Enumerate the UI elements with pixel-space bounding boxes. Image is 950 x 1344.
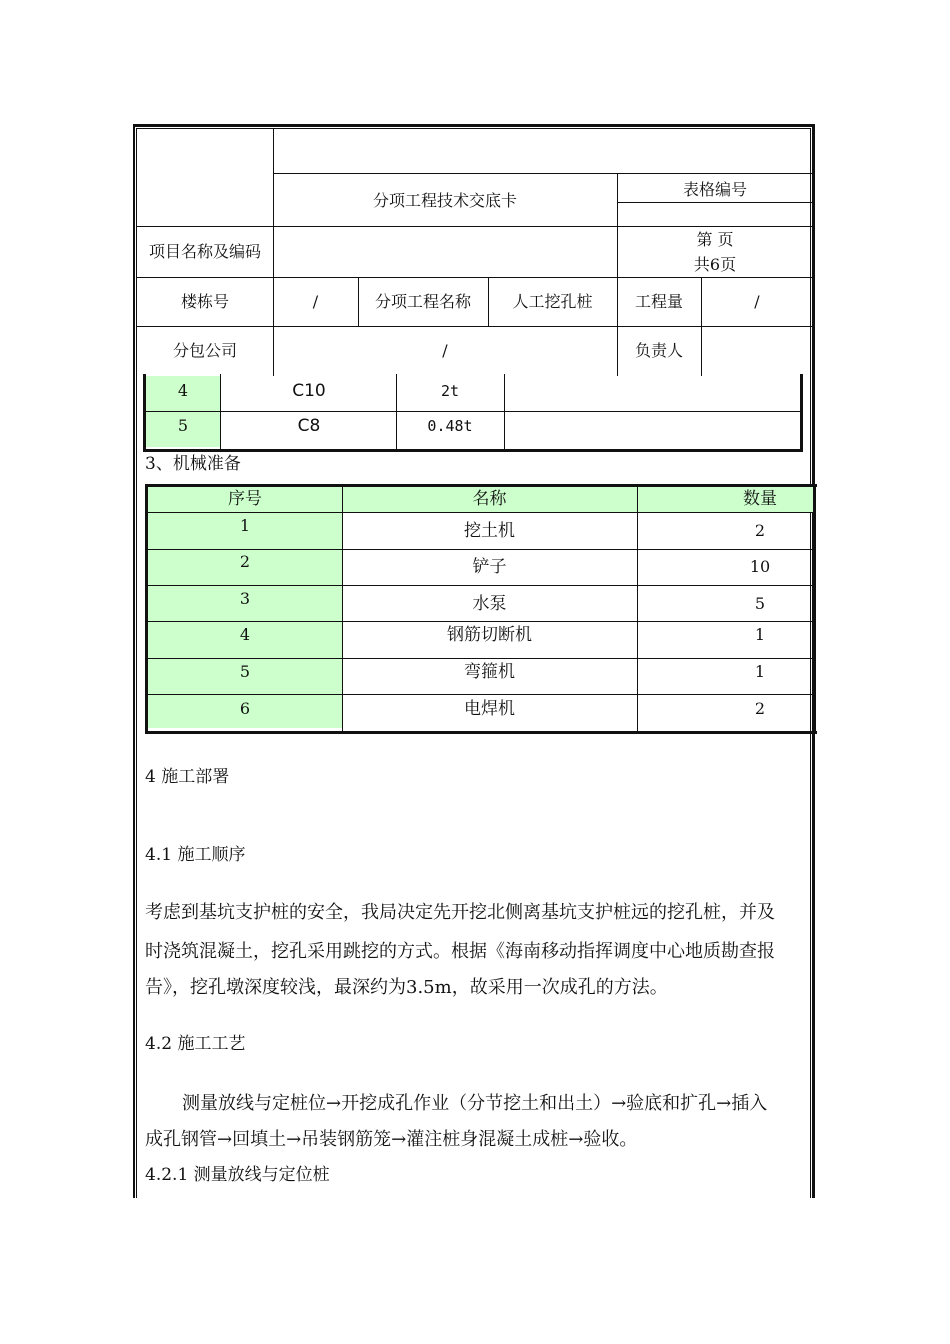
section42-title: 4.2 施工工艺 [145, 1034, 246, 1054]
material-row-qty: 2t [440, 382, 460, 400]
table-row-qty: 1 [754, 625, 766, 644]
materials-table [143, 374, 803, 452]
column-header-no: 序号 [228, 489, 262, 509]
table-row-name: 水泵 [472, 594, 507, 614]
table-row-qty: 2 [754, 699, 766, 718]
responsible-label: 负责人 [634, 341, 683, 360]
material-row-qty: 0.48t [427, 417, 473, 435]
table-row-no: 1 [239, 516, 251, 535]
table-row-qty: 5 [754, 594, 766, 613]
paragraph-line: 告》，挖孔墩深度较浅，最深约为3.5m，故采用一次成孔的方法。 [145, 977, 668, 998]
paragraph-line: 成孔钢管→回填土→吊装钢筋笼→灌注桩身混凝土成桩→验收。 [145, 1129, 638, 1150]
subitem-label: 分项工程名称 [374, 292, 471, 311]
table-row-no: 4 [239, 625, 251, 644]
project-label: 项目名称及编码 [148, 242, 261, 261]
column-header-name: 名称 [472, 489, 507, 509]
table-row-name: 铲子 [472, 557, 507, 577]
material-row-no: 4 [177, 381, 189, 400]
material-row-no: 5 [177, 416, 189, 435]
table-row-name: 弯箍机 [464, 662, 515, 682]
table-row-no: 2 [239, 552, 251, 571]
building-value: / [312, 292, 319, 311]
table-row-no: 3 [239, 589, 251, 608]
form-number-label: 表格编号 [682, 180, 747, 199]
table-row-qty: 2 [754, 521, 766, 540]
subcontractor-label: 分包公司 [172, 341, 237, 360]
section421-title: 4.2.1 测量放线与定位桩 [145, 1165, 330, 1185]
subitem-value: 人工挖孔桩 [512, 292, 593, 311]
table-row-name: 电焊机 [464, 699, 515, 719]
machinery-table [145, 484, 817, 734]
table-row-qty: 10 [749, 557, 771, 576]
material-row-name: C10 [292, 381, 326, 401]
material-row-name: C8 [297, 416, 321, 436]
table-row-name: 钢筋切断机 [447, 625, 532, 645]
section41-title: 4.1 施工顺序 [145, 845, 246, 865]
paragraph-line: 测量放线与定桩位→开挖成孔作业（分节挖土和出土）→验底和扩孔→插入 [182, 1093, 768, 1114]
total-pages: 共6页 [693, 255, 737, 274]
quantity-label: 工程量 [634, 292, 683, 311]
table-row-name: 挖土机 [464, 521, 515, 541]
table-row-no: 5 [239, 662, 251, 681]
section4-title: 4 施工部署 [145, 767, 230, 787]
page-label: 第 页 [696, 230, 734, 249]
column-header-qty: 数量 [743, 489, 777, 509]
table-row-no: 6 [239, 699, 251, 718]
quantity-value: / [754, 292, 760, 311]
subcontractor-value: / [442, 341, 448, 360]
paragraph-line: 时浇筑混凝土，挖孔采用跳挖的方式。根据《海南移动指挥调度中心地质勘查报 [145, 941, 775, 962]
table-row-qty: 1 [754, 662, 766, 681]
card-title: 分项工程技术交底卡 [372, 191, 517, 210]
paragraph-line: 考虑到基坑支护桩的安全，我局决定先开挖北侧离基坑支护桩远的挖孔桩，并及 [145, 902, 775, 923]
building-label: 楼栋号 [180, 292, 229, 311]
section3-title: 3、机械准备 [145, 454, 241, 474]
